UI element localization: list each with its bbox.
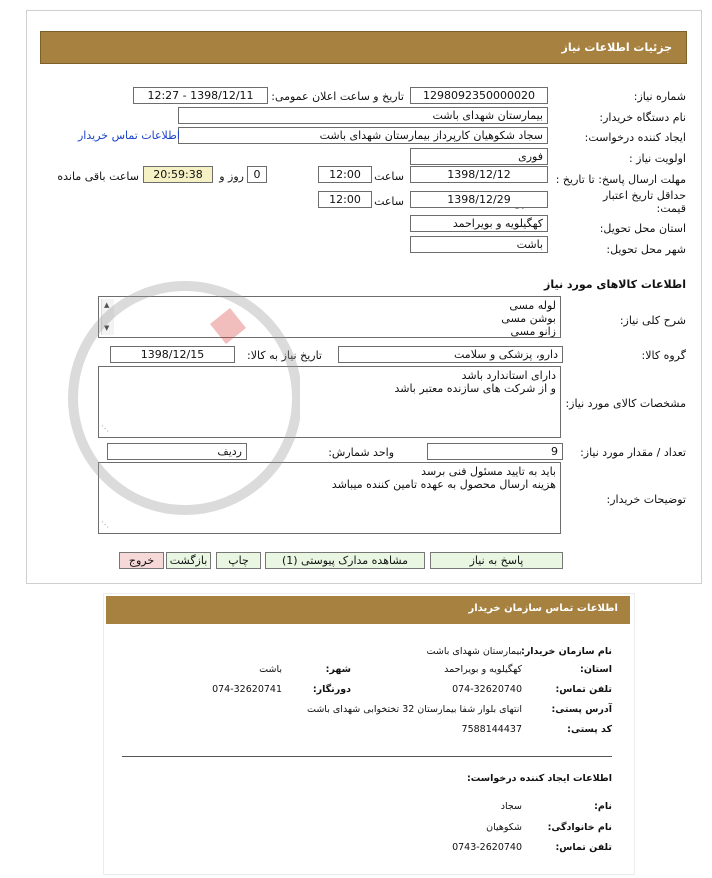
unit-field: ردیف xyxy=(107,443,247,460)
price-valid-label-2: قیمت: xyxy=(656,202,686,215)
desc-textarea[interactable] xyxy=(98,296,561,338)
deadline-time-field: 12:00 xyxy=(318,166,372,183)
attachments-button[interactable]: مشاهده مدارک پیوستی (1) xyxy=(265,552,425,569)
resize-grip-icon[interactable]: ⋰ xyxy=(101,520,109,529)
contact-phone: 074-32620740 xyxy=(452,684,522,695)
creator-family: شکوهیان xyxy=(486,822,522,833)
contact-phone-label: تلفن تماس: xyxy=(555,684,612,695)
desc-line: زانو مسی xyxy=(510,325,556,338)
contact-address: انتهای بلوار شفا بیمارستان 32 تختخوابی شهدای باشت xyxy=(307,704,522,715)
province-label: استان محل تحویل: xyxy=(599,222,686,235)
need-number-field: 1298092350000020 xyxy=(410,87,548,104)
contact-postal: 7588144437 xyxy=(461,724,522,735)
spec-line: و از شرکت های سازنده معتبر باشد xyxy=(394,382,556,395)
notes-textarea[interactable] xyxy=(98,462,561,534)
unit-label: واحد شمارش: xyxy=(328,446,394,459)
remaining-label: ساعت باقی مانده xyxy=(57,170,139,183)
price-valid-date-field: 1398/12/29 xyxy=(410,191,548,208)
creator-name-label: نام: xyxy=(594,801,612,812)
requester-field: سجاد شکوهیان کارپرداز بیمارستان شهدای باشت xyxy=(178,127,548,144)
city-field: باشت xyxy=(410,236,548,253)
contact-divider xyxy=(122,756,612,757)
desc-label: شرح کلی نیاز: xyxy=(619,314,686,327)
goods-section-title: اطلاعات کالاهای مورد نیاز xyxy=(544,278,686,291)
page-header xyxy=(40,31,687,64)
creator-phone-label: تلفن تماس: xyxy=(555,842,612,853)
priority-field: فوری xyxy=(410,148,548,165)
price-valid-label-1: حداقل تاریخ اعتبار xyxy=(602,189,686,202)
price-valid-time-label: ساعت xyxy=(374,195,404,208)
contact-org-label: نام سازمان خریدار: xyxy=(521,646,612,657)
buyer-org-label: نام دستگاه خریدار: xyxy=(599,111,686,124)
creator-title: اطلاعات ایجاد کننده درخواست: xyxy=(466,773,612,784)
announce-label: تاریخ و ساعت اعلان عمومی: xyxy=(271,90,404,103)
contact-city-label: شهر: xyxy=(325,664,351,675)
contact-city: باشت xyxy=(259,664,282,675)
days-label: روز و xyxy=(219,170,244,183)
city-label: شهر محل تحویل: xyxy=(606,243,686,256)
contact-address-label: آدرس پستی: xyxy=(551,704,612,715)
contact-postal-label: کد پستی: xyxy=(567,724,612,735)
spec-textarea[interactable] xyxy=(98,366,561,438)
need-date-field: 1398/12/15 xyxy=(110,346,235,363)
qty-label: تعداد / مقدار مورد نیاز: xyxy=(580,446,686,459)
days-field: 0 xyxy=(247,166,267,183)
back-button[interactable]: بازگشت xyxy=(166,552,211,569)
deadline-date-field: 1398/12/12 xyxy=(410,166,548,183)
page-title: جزئیات اطلاعات نیاز xyxy=(561,41,672,54)
desc-line: لوله مسی xyxy=(509,299,556,312)
notes-label: توضیحات خریدار: xyxy=(606,493,686,506)
creator-family-label: نام خانوادگی: xyxy=(547,822,612,833)
contact-province-label: استان: xyxy=(580,664,612,675)
notes-line: هزینه ارسال محصول به عهده تامین کننده میباشد xyxy=(331,478,556,491)
price-valid-time-field: 12:00 xyxy=(318,191,372,208)
buyer-contact-link[interactable]: اطلاعات تماس خریدار xyxy=(78,129,180,142)
buyer-org-field: بیمارستان شهدای باشت xyxy=(178,107,548,124)
contact-org: بیمارستان شهدای باشت xyxy=(426,646,522,657)
group-label: گروه کالا: xyxy=(641,349,686,362)
print-button[interactable]: چاپ xyxy=(216,552,261,569)
notes-line: باید به تایید مسئول فنی برسد xyxy=(421,465,556,478)
contact-title: اطلاعات تماس سازمان خریدار xyxy=(468,603,618,614)
province-field: کهگیلویه و بویراحمد xyxy=(410,215,548,232)
remaining-time-field: 20:59:38 xyxy=(143,166,213,183)
requester-label: ایجاد کننده درخواست: xyxy=(584,131,686,144)
creator-name: سجاد xyxy=(500,801,522,812)
need-date-label: تاریخ نیاز به کالا: xyxy=(247,349,322,362)
qty-field: 9 xyxy=(427,443,563,460)
priority-label: اولویت نیاز : xyxy=(628,152,686,165)
group-field: دارو، پزشکی و سلامت xyxy=(338,346,563,363)
desc-line: بوشن مسی xyxy=(501,312,556,325)
need-number-label: شماره نیاز: xyxy=(633,90,686,103)
creator-phone: 0743-2620740 xyxy=(452,842,522,853)
spec-line: دارای استاندارد باشد xyxy=(461,369,556,382)
contact-province: کهگیلویه و بویراحمد xyxy=(444,664,522,675)
reply-button[interactable]: پاسخ به نیاز xyxy=(430,552,563,569)
resize-grip-icon[interactable]: ⋰ xyxy=(101,424,109,433)
contact-header xyxy=(106,596,630,624)
desc-scrollbar[interactable] xyxy=(101,299,114,335)
exit-button[interactable]: خروج xyxy=(119,552,164,569)
deadline-label: مهلت ارسال پاسخ: تا تاریخ : xyxy=(555,173,686,186)
deadline-time-label: ساعت xyxy=(374,170,404,183)
announce-field: 1398/12/11 - 12:27 xyxy=(133,87,268,104)
spec-label: مشخصات کالای مورد نیاز: xyxy=(565,397,686,410)
contact-fax: 074-32620741 xyxy=(212,684,282,695)
contact-fax-label: دورنگار: xyxy=(312,684,351,695)
